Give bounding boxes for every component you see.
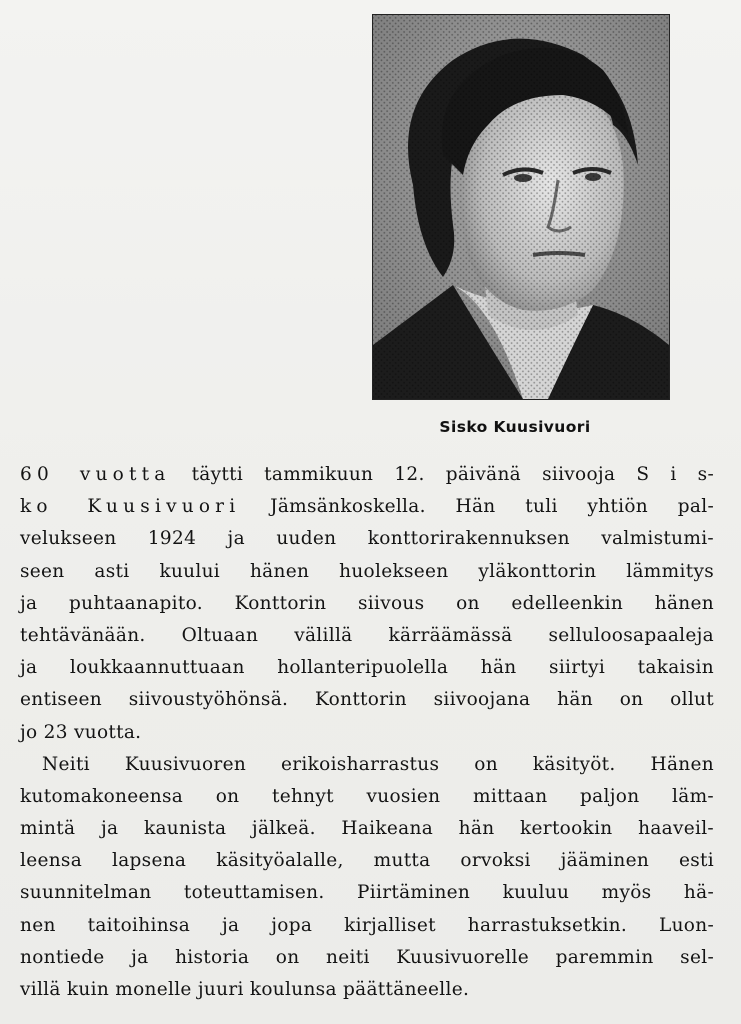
- article-line: ja puhtaanapito. Konttorin siivous on edelleenkin hänen: [20, 592, 714, 614]
- article-line: jo 23 vuotta.: [20, 721, 142, 743]
- article-line: leensa lapsena käsityöalalle, mutta orvoksi jääminen esti: [20, 850, 714, 872]
- portrait-photo: [372, 14, 670, 400]
- article-line: suunnitelman toteuttamisen. Piirtäminen kuuluu myös hä-: [20, 882, 714, 904]
- article-line: 60 vuotta täytti tammikuun 12. päivänä siivooja S i s-: [20, 464, 714, 485]
- article-body: [20, 459, 714, 1006]
- article-line: villä kuin monelle juuri koulunsa päättäneelle.: [20, 979, 470, 1000]
- article-line: ja loukkaannuttuaan hollanteripuolella hän siirtyi takaisin: [20, 657, 714, 679]
- article-line: tehtävänään. Oltuaan välillä kärräämässä selluloosapaaleja: [20, 624, 714, 646]
- article-line: seen asti kuului hänen huolekseen yläkonttorin lämmitys: [20, 560, 714, 582]
- article-line: ko Kuusivuori Jämsänkoskella. Hän tuli yhtiön pal-: [20, 496, 715, 518]
- article-line: kutomakoneensa on tehnyt vuosien mittaan paljon läm-: [20, 785, 714, 807]
- article-line: Neiti Kuusivuoren erikoisharrastus on käsityöt. Hänen: [42, 753, 714, 775]
- article-line: nontiede ja historia on neiti Kuusivuorelle paremmin sel-: [20, 946, 714, 968]
- article-line: mintä ja kaunista jälkeä. Haikeana hän kertookin haaveil-: [20, 818, 714, 840]
- article-line: nen taitoihinsa ja jopa kirjalliset harrastuksetkin. Luon-: [20, 914, 714, 936]
- photo-caption: Sisko Kuusivuori: [439, 418, 591, 436]
- article-line: velukseen 1924 ja uuden konttorirakennuksen valmistumi-: [20, 528, 714, 550]
- article-line: entiseen siivoustyöhönsä. Konttorin siivoojana hän on ollut: [20, 689, 714, 711]
